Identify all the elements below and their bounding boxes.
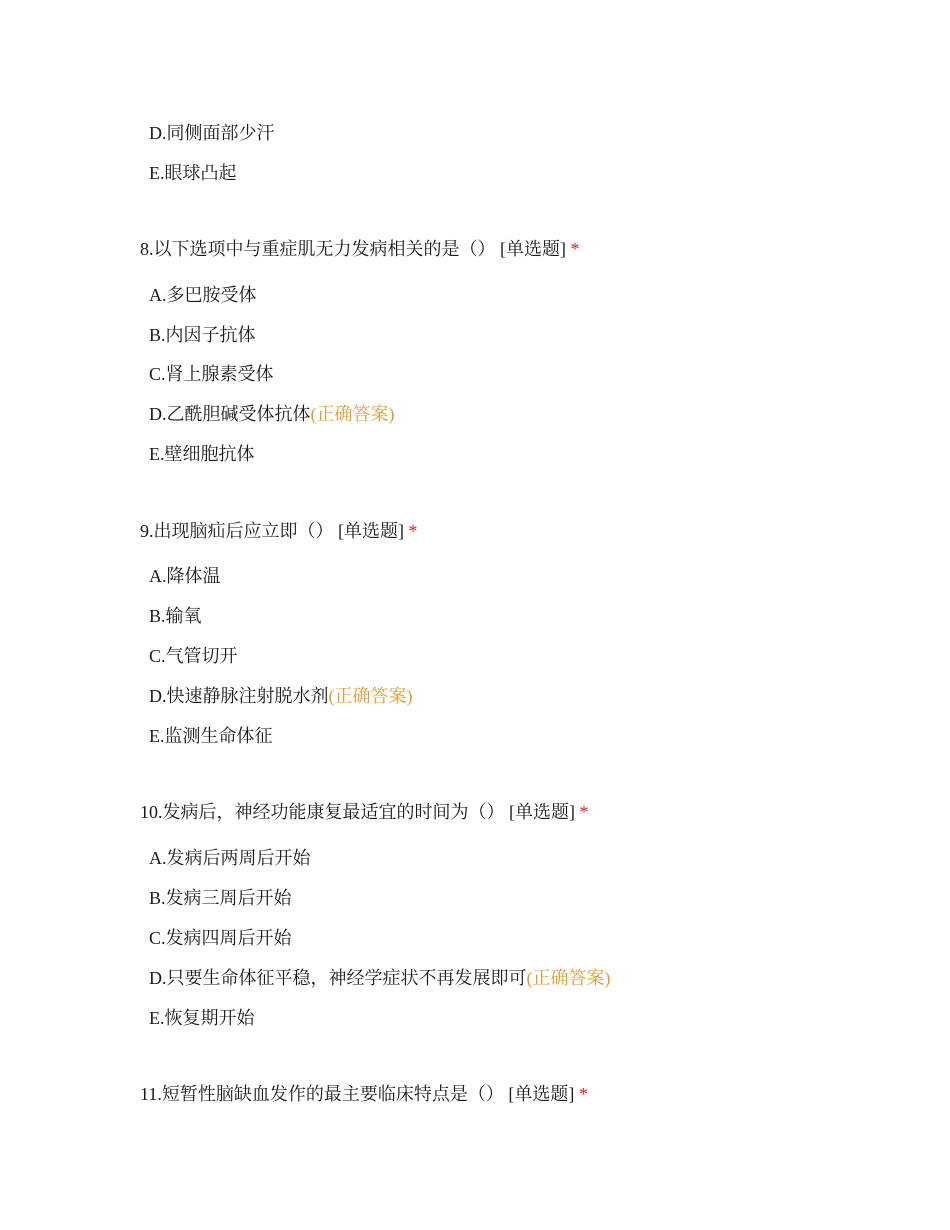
q7-option-d bbox=[149, 121, 275, 145]
q10-option-d bbox=[149, 966, 611, 990]
required-mark: * bbox=[579, 802, 589, 822]
option-text: B.输氧 bbox=[149, 606, 202, 626]
required-mark: * bbox=[408, 521, 418, 541]
question-type-label: [单选题] bbox=[500, 239, 566, 259]
question-type-label: [单选题] bbox=[509, 802, 575, 822]
correct-answer-label: (正确答案) bbox=[328, 686, 413, 706]
question-8-title bbox=[140, 237, 580, 261]
q9-option-c bbox=[149, 644, 238, 668]
question-type-label: [单选题] bbox=[338, 521, 404, 541]
option-text: D.乙酰胆碱受体抗体 bbox=[149, 404, 311, 424]
required-mark: * bbox=[578, 1084, 588, 1104]
required-mark: * bbox=[570, 239, 580, 259]
question-text: 11.短暂性脑缺血发作的最主要临床特点是（） bbox=[140, 1084, 504, 1104]
q10-option-e bbox=[149, 1006, 255, 1030]
option-text: A.降体温 bbox=[149, 566, 221, 586]
q9-option-d bbox=[149, 684, 413, 708]
option-text: D.只要生命体征平稳，神经学症状不再发展即可 bbox=[149, 968, 527, 988]
q10-option-b bbox=[149, 886, 292, 910]
question-9-title bbox=[140, 519, 418, 543]
option-text: E.壁细胞抗体 bbox=[149, 444, 255, 464]
q8-option-d bbox=[149, 402, 395, 426]
q8-option-a bbox=[149, 283, 257, 307]
option-text: C.发病四周后开始 bbox=[149, 928, 292, 948]
option-text: E.恢复期开始 bbox=[149, 1008, 255, 1028]
q7-option-e bbox=[149, 161, 237, 185]
q9-option-b bbox=[149, 604, 202, 628]
q9-option-a bbox=[149, 564, 221, 588]
q10-option-c bbox=[149, 926, 292, 950]
correct-answer-label: (正确答案) bbox=[526, 968, 611, 988]
option-text: E.监测生命体征 bbox=[149, 726, 273, 746]
option-text: D.同侧面部少汗 bbox=[149, 123, 275, 143]
q9-option-e bbox=[149, 724, 273, 748]
option-text: B.内因子抗体 bbox=[149, 325, 256, 345]
question-text: 8.以下选项中与重症肌无力发病相关的是（） bbox=[140, 239, 496, 259]
question-type-label: [单选题] bbox=[508, 1084, 575, 1104]
option-text: D.快速静脉注射脱水剂 bbox=[149, 686, 329, 706]
question-10-title bbox=[140, 800, 589, 824]
q8-option-c bbox=[149, 362, 274, 386]
q10-option-a bbox=[149, 846, 311, 870]
question-text: 10.发病后，神经功能康复最适宜的时间为（） bbox=[140, 802, 505, 822]
correct-answer-label: (正确答案) bbox=[310, 404, 395, 424]
option-text: A.发病后两周后开始 bbox=[149, 848, 311, 868]
q8-option-e bbox=[149, 442, 255, 466]
option-text: A.多巴胺受体 bbox=[149, 285, 257, 305]
option-text: C.肾上腺素受体 bbox=[149, 364, 274, 384]
option-text: C.气管切开 bbox=[149, 646, 238, 666]
option-text: B.发病三周后开始 bbox=[149, 888, 292, 908]
question-11-title bbox=[140, 1082, 588, 1106]
option-text: E.眼球凸起 bbox=[149, 163, 237, 183]
q8-option-b bbox=[149, 323, 256, 347]
question-text: 9.出现脑疝后应立即（） bbox=[140, 521, 334, 541]
